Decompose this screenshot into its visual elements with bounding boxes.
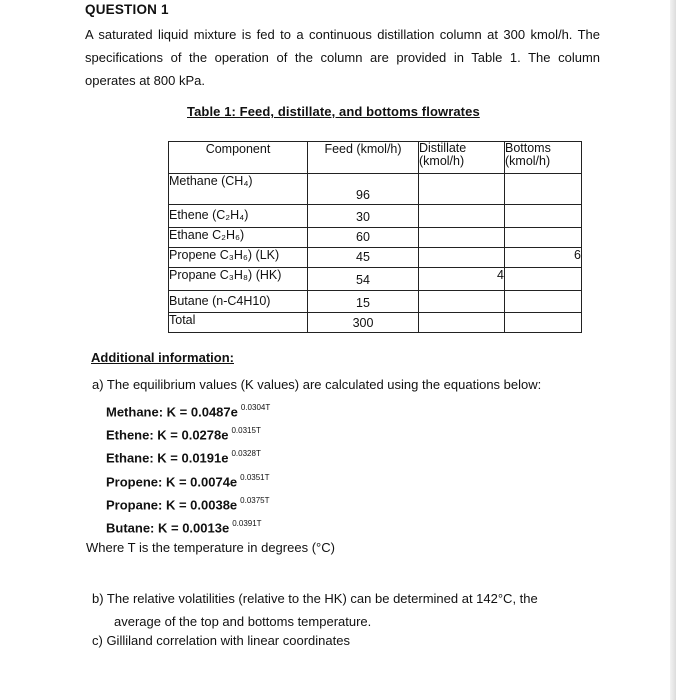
table-row: [169, 205, 582, 228]
cell-bottoms: [505, 174, 582, 205]
table-row: [169, 248, 582, 268]
equation-exponent: 0.0375T: [240, 495, 270, 505]
table-row-total: [169, 313, 582, 333]
item-c-text: c) Gilliland correlation with linear coordinates: [92, 633, 350, 648]
cell-bottoms: [505, 268, 582, 291]
cell-bottoms: [505, 313, 582, 333]
cell-feed: 30: [308, 205, 419, 228]
cell-feed: 15: [308, 291, 419, 313]
equation-label: Ethene: K = 0.0278e: [106, 427, 229, 443]
equation-ethane: [106, 446, 270, 469]
equation-exponent: 0.0351T: [240, 472, 270, 482]
cell-distillate: [419, 313, 505, 333]
cell-bottoms: [505, 228, 582, 248]
cell-feed: 300: [308, 313, 419, 333]
equation-label: Ethane: K = 0.0191e: [106, 450, 229, 466]
page-edge-shadow: [670, 0, 676, 700]
cell-distillate: [419, 205, 505, 228]
equation-label: Propane: K = 0.0038e: [106, 497, 238, 513]
cell-component: Total: [169, 313, 308, 333]
table-header-row: [169, 142, 582, 174]
question-intro: A saturated liquid mixture is fed to a continuous distillation column at 300 kmol/h. The specifications of the operation of the column are provided in Table 1. The column operates at 800 kPa.: [85, 27, 600, 88]
cell-distillate: [419, 174, 505, 205]
additional-info-heading: Additional information:: [91, 350, 234, 365]
cell-feed: 96: [308, 174, 419, 205]
equation-butane: [106, 516, 270, 539]
equation-exponent: 0.0391T: [232, 518, 262, 528]
cell-feed: 60: [308, 228, 419, 248]
header-component: Component: [169, 142, 308, 174]
item-b-line1: b) The relative volatilities (relative to the HK) can be determined at 142°C, the: [92, 591, 538, 606]
equation-propene: [106, 470, 270, 493]
table-row: [169, 291, 582, 313]
cell-bottoms: 6: [505, 248, 582, 268]
question-title: QUESTION 1: [85, 2, 169, 17]
item-b-line2: average of the top and bottoms temperature.: [114, 614, 372, 629]
table-caption: Table 1: Feed, distillate, and bottoms flowrates: [187, 104, 480, 119]
header-distillate: Distillate (kmol/h): [419, 142, 505, 174]
equation-propane: [106, 493, 270, 516]
cell-feed: 54: [308, 268, 419, 291]
equation-label: Butane: K = 0.0013e: [106, 520, 230, 536]
header-feed: Feed (kmol/h): [308, 142, 419, 174]
table-row: [169, 228, 582, 248]
cell-distillate: [419, 291, 505, 313]
k-value-equations: [106, 400, 270, 539]
equation-exponent: 0.0328T: [231, 449, 261, 459]
cell-bottoms: [505, 291, 582, 313]
header-bottoms: Bottoms (kmol/h): [505, 142, 582, 174]
table-row: [169, 174, 582, 205]
cell-feed: 45: [308, 248, 419, 268]
equation-ethene: [106, 423, 270, 446]
equation-label: Propene: K = 0.0074e: [106, 473, 238, 489]
cell-component: Ethane C₂H₆): [169, 228, 308, 248]
item-b-text: [92, 587, 592, 633]
cell-component: Ethene (C₂H₄): [169, 205, 308, 228]
flowrates-table: [168, 141, 582, 333]
cell-component: Propane C₃H₈) (HK): [169, 268, 308, 291]
equation-label: Methane: K = 0.0487e: [106, 404, 238, 420]
cell-component: Butane (n-C4H10): [169, 291, 308, 313]
cell-distillate: [419, 248, 505, 268]
item-a-text: a) The equilibrium values (K values) are calculated using the equations below:: [92, 377, 542, 392]
cell-component: Propene C₃H₆) (LK): [169, 248, 308, 268]
equation-exponent: 0.0304T: [240, 403, 271, 412]
cell-component: Methane (CH₄): [169, 174, 308, 205]
equation-exponent: 0.0315T: [231, 426, 261, 436]
cell-distillate: 4: [419, 268, 505, 291]
cell-bottoms: [505, 205, 582, 228]
temperature-note: Where T is the temperature in degrees (°C): [86, 540, 335, 555]
table-row: [169, 268, 582, 291]
equation-methane: [106, 400, 270, 423]
cell-distillate: [419, 228, 505, 248]
